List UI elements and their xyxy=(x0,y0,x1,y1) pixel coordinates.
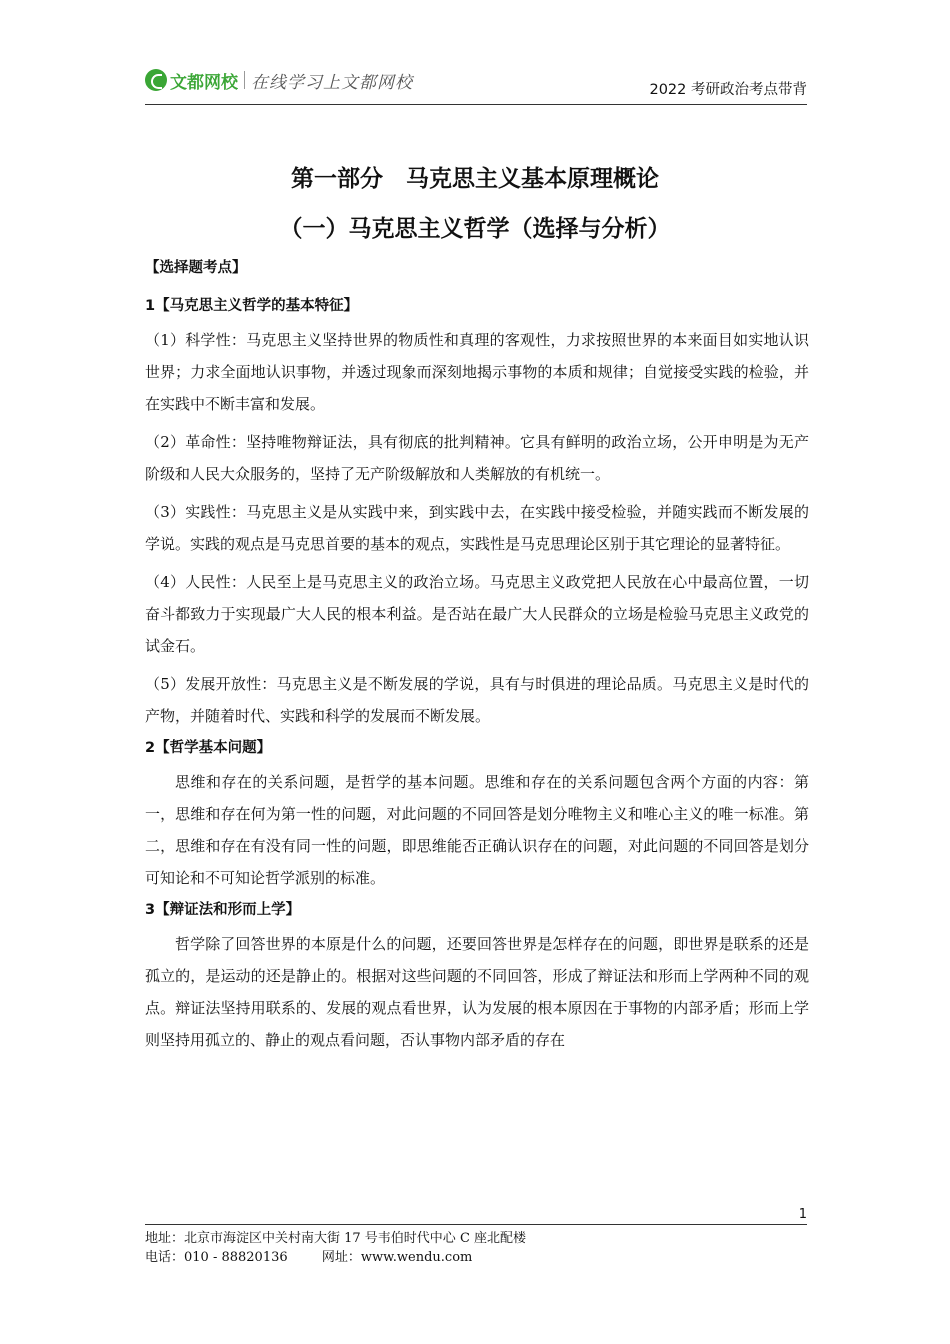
logo xyxy=(145,64,413,96)
topic-heading: 3【辩证法和形而上学】 xyxy=(145,902,301,918)
paragraph: （2）革命性：坚持唯物辩证法，具有彻底的批判精神。它具有鲜明的政治立场，公开申明是为无产阶级和人民大众服务的，坚持了无产阶级解放和人类解放的有机统一。 xyxy=(145,433,809,483)
footer-phone: 电话：010 - 88820136 xyxy=(145,1250,288,1265)
paragraph: 哲学除了回答世界的本原是什么的问题，还要回答世界是怎样存在的问题，即世界是联系的还是孤立的，是运动的还是静止的。根据对这些问题的不同回答，形成了辩证法和形而上学两种不同的观点。辩证法坚持用联系的、发展的观点看世界，认为发展的根本原因在于事物的内部矛盾；形而上学则坚持用孤立的、静止的观点看问题，否认事物内部矛盾的存在 xyxy=(145,935,809,1049)
paragraph: （3）实践性：马克思主义是从实践中来，到实践中去，在实践中接受检验，并随实践而不断发展的学说。实践的观点是马克思首要的基本的观点，实践性是马克思理论区别于其它理论的显著特征。 xyxy=(145,503,809,553)
logo-divider xyxy=(244,71,245,89)
footer-contact xyxy=(145,1248,807,1267)
logo-icon xyxy=(145,69,167,91)
paragraph: （1）科学性：马克思主义坚持世界的物质性和真理的客观性，力求按照世界的本来面目如实地认识世界；力求全面地认识事物，并透过现象而深刻地揭示事物的本质和规律；自觉接受实践的检验，并在实践中不断丰富和发展。 xyxy=(145,331,809,413)
footer-website: 网址：www.wendu.com xyxy=(321,1250,473,1265)
chapter-title: （一）马克思主义哲学（选择与分析） xyxy=(279,216,671,242)
paragraph: 思维和存在的关系问题，是哲学的基本问题。思维和存在的关系问题包含两个方面的内容：第一，思维和存在何为第一性的问题，对此问题的不同回答是划分唯物主义和唯心主义的唯一标准。第二，思维和存在有没有同一性的问题，即思维能否正确认识存在的问题，对此问题的不同回答是划分可知论和不可知论哲学派别的标准。 xyxy=(145,773,809,887)
footer-address: 地址：北京市海淀区中关村南大街 17 号韦伯时代中心 C 座北配楼 xyxy=(145,1231,527,1246)
document-body xyxy=(145,258,809,1062)
logo-slogan: 在线学习上文都网校 xyxy=(251,72,413,93)
part-title: 第一部分 马克思主义基本原理概论 xyxy=(291,166,659,192)
page-header xyxy=(145,64,807,105)
document-name: 2022 考研政治考点带背 xyxy=(649,82,807,98)
section-tag: 【选择题考点】 xyxy=(145,260,247,276)
topic-heading: 1【马克思主义哲学的基本特征】 xyxy=(145,298,359,314)
page-footer xyxy=(145,1224,807,1267)
page-number: 1 xyxy=(798,1207,807,1222)
paragraph: （4）人民性：人民至上是马克思主义的政治立场。马克思主义政党把人民放在心中最高位置，一切奋斗都致力于实现最广大人民的根本利益。是否站在最广大人民群众的立场是检验马克思主义政党的试金石。 xyxy=(145,573,809,655)
logo-name: 文都网校 xyxy=(170,72,238,93)
topic-heading: 2【哲学基本问题】 xyxy=(145,740,272,756)
paragraph: （5）发展开放性：马克思主义是不断发展的学说，具有与时俱进的理论品质。马克思主义是时代的产物，并随着时代、实践和科学的发展而不断发展。 xyxy=(145,675,809,725)
